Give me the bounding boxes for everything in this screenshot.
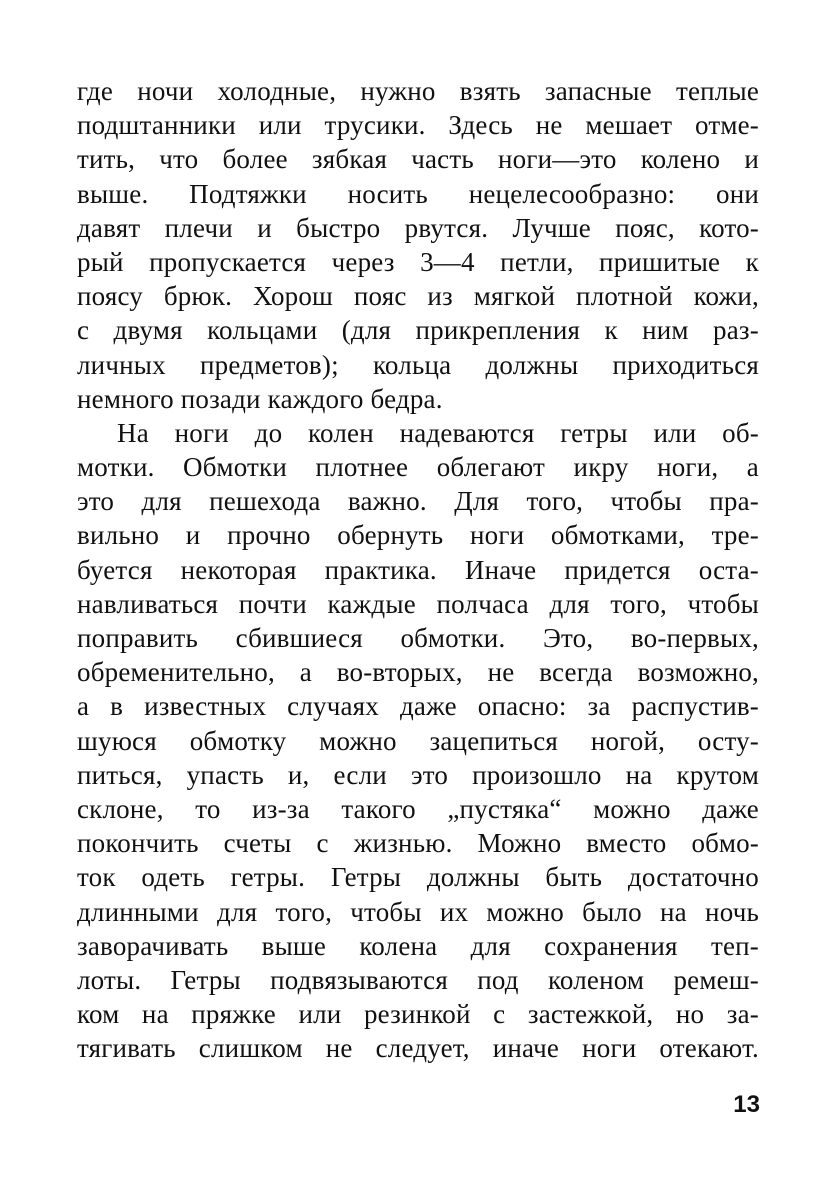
text-line: На ноги до колен надеваются гетры или об- [117, 417, 759, 448]
text-line: покончить счеты с жизнью. Можно вместо обмо- [77, 828, 759, 859]
text-line: тить, что более зябкая часть ноги—это колено и [77, 144, 759, 175]
paragraph-1 [77, 74, 759, 416]
paragraph-2 [77, 416, 759, 1066]
text-line: ток одеть гетры. Гетры должны быть достаточно [77, 862, 759, 893]
text-line: буется некоторая практика. Иначе придется оста- [77, 554, 759, 585]
text-line: заворачивать выше колена для сохранения теп- [77, 930, 759, 961]
text-line: обременительно, а во-вторых, не всегда возможно, [77, 657, 759, 688]
text-line: мотки. Обмотки плотнее облегают икру ноги, а [77, 452, 759, 483]
text-line: выше. Подтяжки носить нецелесообразно: они [77, 178, 759, 209]
text-line: а в известных случаях даже опасно: за распустив- [77, 691, 759, 722]
text-line: тягивать слишком не следует, иначе ноги отекают. [77, 1033, 759, 1064]
text-line: склоне, то из-за такого „пустяка“ можно даже [77, 793, 759, 824]
page-number: 13 [733, 1091, 760, 1118]
text-line: ком на пряжке или резинкой с застежкой, но за- [77, 999, 759, 1030]
text-line: это для пешехода важно. Для того, чтобы пра- [77, 486, 759, 517]
text-line: поправить сбившиеся обмотки. Это, во-первых, [77, 623, 759, 653]
text-line: давят плечи и быстро рвутся. Лучше пояс, кото- [77, 212, 759, 243]
text-line: подштанники или трусики. Здесь не мешает отме- [77, 110, 759, 141]
text-line: личных предметов); кольца должны приходиться [77, 349, 759, 380]
text-line: где ночи холодные, нужно взять запасные теплые [77, 76, 759, 106]
text-line: рый пропускается через 3—4 петли, пришитые к [77, 246, 759, 277]
text-line: немного позади каждого бедра. [77, 383, 443, 414]
text-line: навливаться почти каждые полчаса для того, чтобы [77, 588, 759, 619]
text-line: питься, упасть и, если это произошло на крутом [77, 759, 759, 790]
text-line: шуюся обмотку можно зацепиться ногой, осту- [77, 725, 759, 756]
text-line: поясу брюк. Хорош пояс из мягкой плотной кожи, [77, 281, 759, 312]
text-line: с двумя кольцами (для прикрепления к ним раз- [77, 315, 759, 346]
text-line: вильно и прочно обернуть ноги обмотками, тре- [77, 520, 759, 551]
text-line: длинными для того, чтобы их можно было на ночь [77, 896, 759, 927]
text-line: лоты. Гетры подвязываются под коленом ремеш- [77, 964, 759, 995]
body-text [77, 74, 759, 1065]
